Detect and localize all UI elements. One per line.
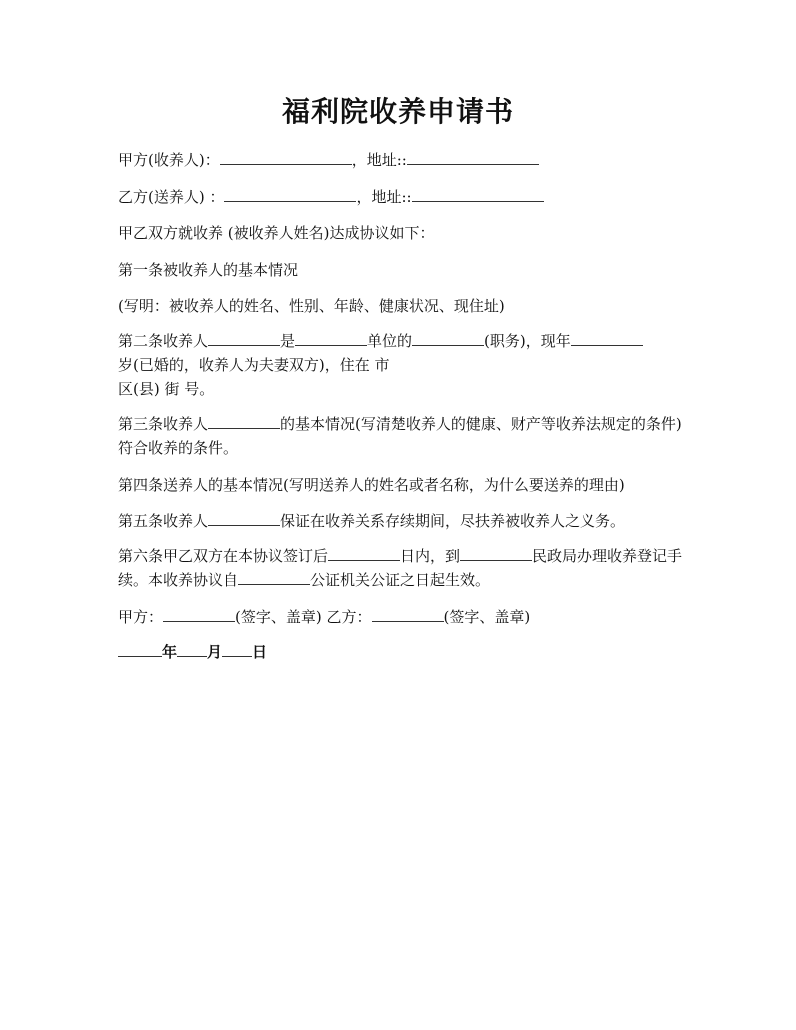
party-a-sign-label: 甲方： <box>118 608 164 626</box>
party-b-address-label: ，地址:: <box>356 188 412 206</box>
article-6-text-4: 公证机关公证之日起生效。 <box>310 571 491 589</box>
civil-affairs-bureau-blank[interactable] <box>460 544 532 561</box>
article-6-text-3: 民政局办理收养登记手续。本收养协议自 <box>118 547 683 589</box>
article-6-text-1: 第六条甲乙双方在本协议签订后 <box>118 547 329 565</box>
article-5-text-2: 保证在收养关系存续期间，尽扶养被收养人之义务。 <box>280 512 626 530</box>
document-title: 福利院收养申请书 <box>281 95 514 128</box>
article-3 <box>118 412 683 460</box>
article-2-text-4: (职务)，现年 <box>484 332 571 350</box>
article-1-heading: 第一条被收养人的基本情况 <box>118 261 299 279</box>
signature-line <box>118 605 683 629</box>
party-a-signature-blank[interactable] <box>163 605 235 622</box>
article-2-text-2: 是 <box>280 332 296 350</box>
party-a-sign-suffix: (签字、盖章) <box>235 608 322 626</box>
age-blank[interactable] <box>571 329 643 346</box>
year-label: 年 <box>162 643 178 661</box>
party-b-sign-label: 乙方： <box>326 608 372 626</box>
article-4: 第四条送养人的基本情况(写明送养人的姓名或者名称，为什么要送养的理由) <box>118 476 625 494</box>
article-2-text-1: 第二条收养人 <box>118 332 209 350</box>
party-a-address-label: ，地址:: <box>351 151 407 169</box>
days-blank[interactable] <box>328 544 400 561</box>
party-b-sign-suffix: (签字、盖章) <box>443 608 531 626</box>
party-b-line <box>118 185 683 209</box>
party-b-address-blank[interactable] <box>412 185 544 202</box>
adopter-name-blank[interactable] <box>208 329 280 346</box>
party-a-name-blank[interactable] <box>220 148 352 165</box>
party-b-name-blank[interactable] <box>224 185 356 202</box>
article-5-text-1: 第五条收养人 <box>118 512 209 530</box>
intro-text: 甲乙双方就收养 (被收养人姓名)达成协议如下： <box>118 224 435 242</box>
article-2-line-1 <box>118 329 683 353</box>
month-blank[interactable] <box>177 640 207 657</box>
article-5-adopter-blank[interactable] <box>208 509 280 526</box>
party-b-label: 乙方(送养人) ： <box>118 188 225 206</box>
party-a-label: 甲方(收养人)： <box>118 151 220 169</box>
month-label: 月 <box>207 643 223 661</box>
article-3-adopter-blank[interactable] <box>208 412 280 429</box>
article-6-text-2: 日内，到 <box>400 547 461 565</box>
article-5 <box>118 509 683 533</box>
year-blank[interactable] <box>118 640 162 657</box>
article-1-note: (写明：被收养人的姓名、性别、年龄、健康状况、现住址) <box>118 297 505 315</box>
article-6 <box>118 544 683 592</box>
day-blank[interactable] <box>222 640 252 657</box>
article-2-text-3: 单位的 <box>367 332 413 350</box>
article-3-text-1: 第三条收养人 <box>118 415 209 433</box>
article-3-text-2: 的基本情况(写清楚收养人的健康、财产等收养法规定的条件)符合收养的条件。 <box>118 415 682 457</box>
notary-blank[interactable] <box>238 568 310 585</box>
party-a-line <box>118 148 683 172</box>
article-2-line-3: 区(县) 街 号。 <box>118 380 215 398</box>
employer-blank[interactable] <box>295 329 367 346</box>
party-a-address-blank[interactable] <box>407 148 539 165</box>
date-line <box>118 640 683 664</box>
day-label: 日 <box>252 643 268 661</box>
position-blank[interactable] <box>412 329 484 346</box>
article-2-line-2: 岁(已婚的，收养人为夫妻双方)，住在 市 <box>118 356 390 374</box>
party-b-signature-blank[interactable] <box>372 605 444 622</box>
